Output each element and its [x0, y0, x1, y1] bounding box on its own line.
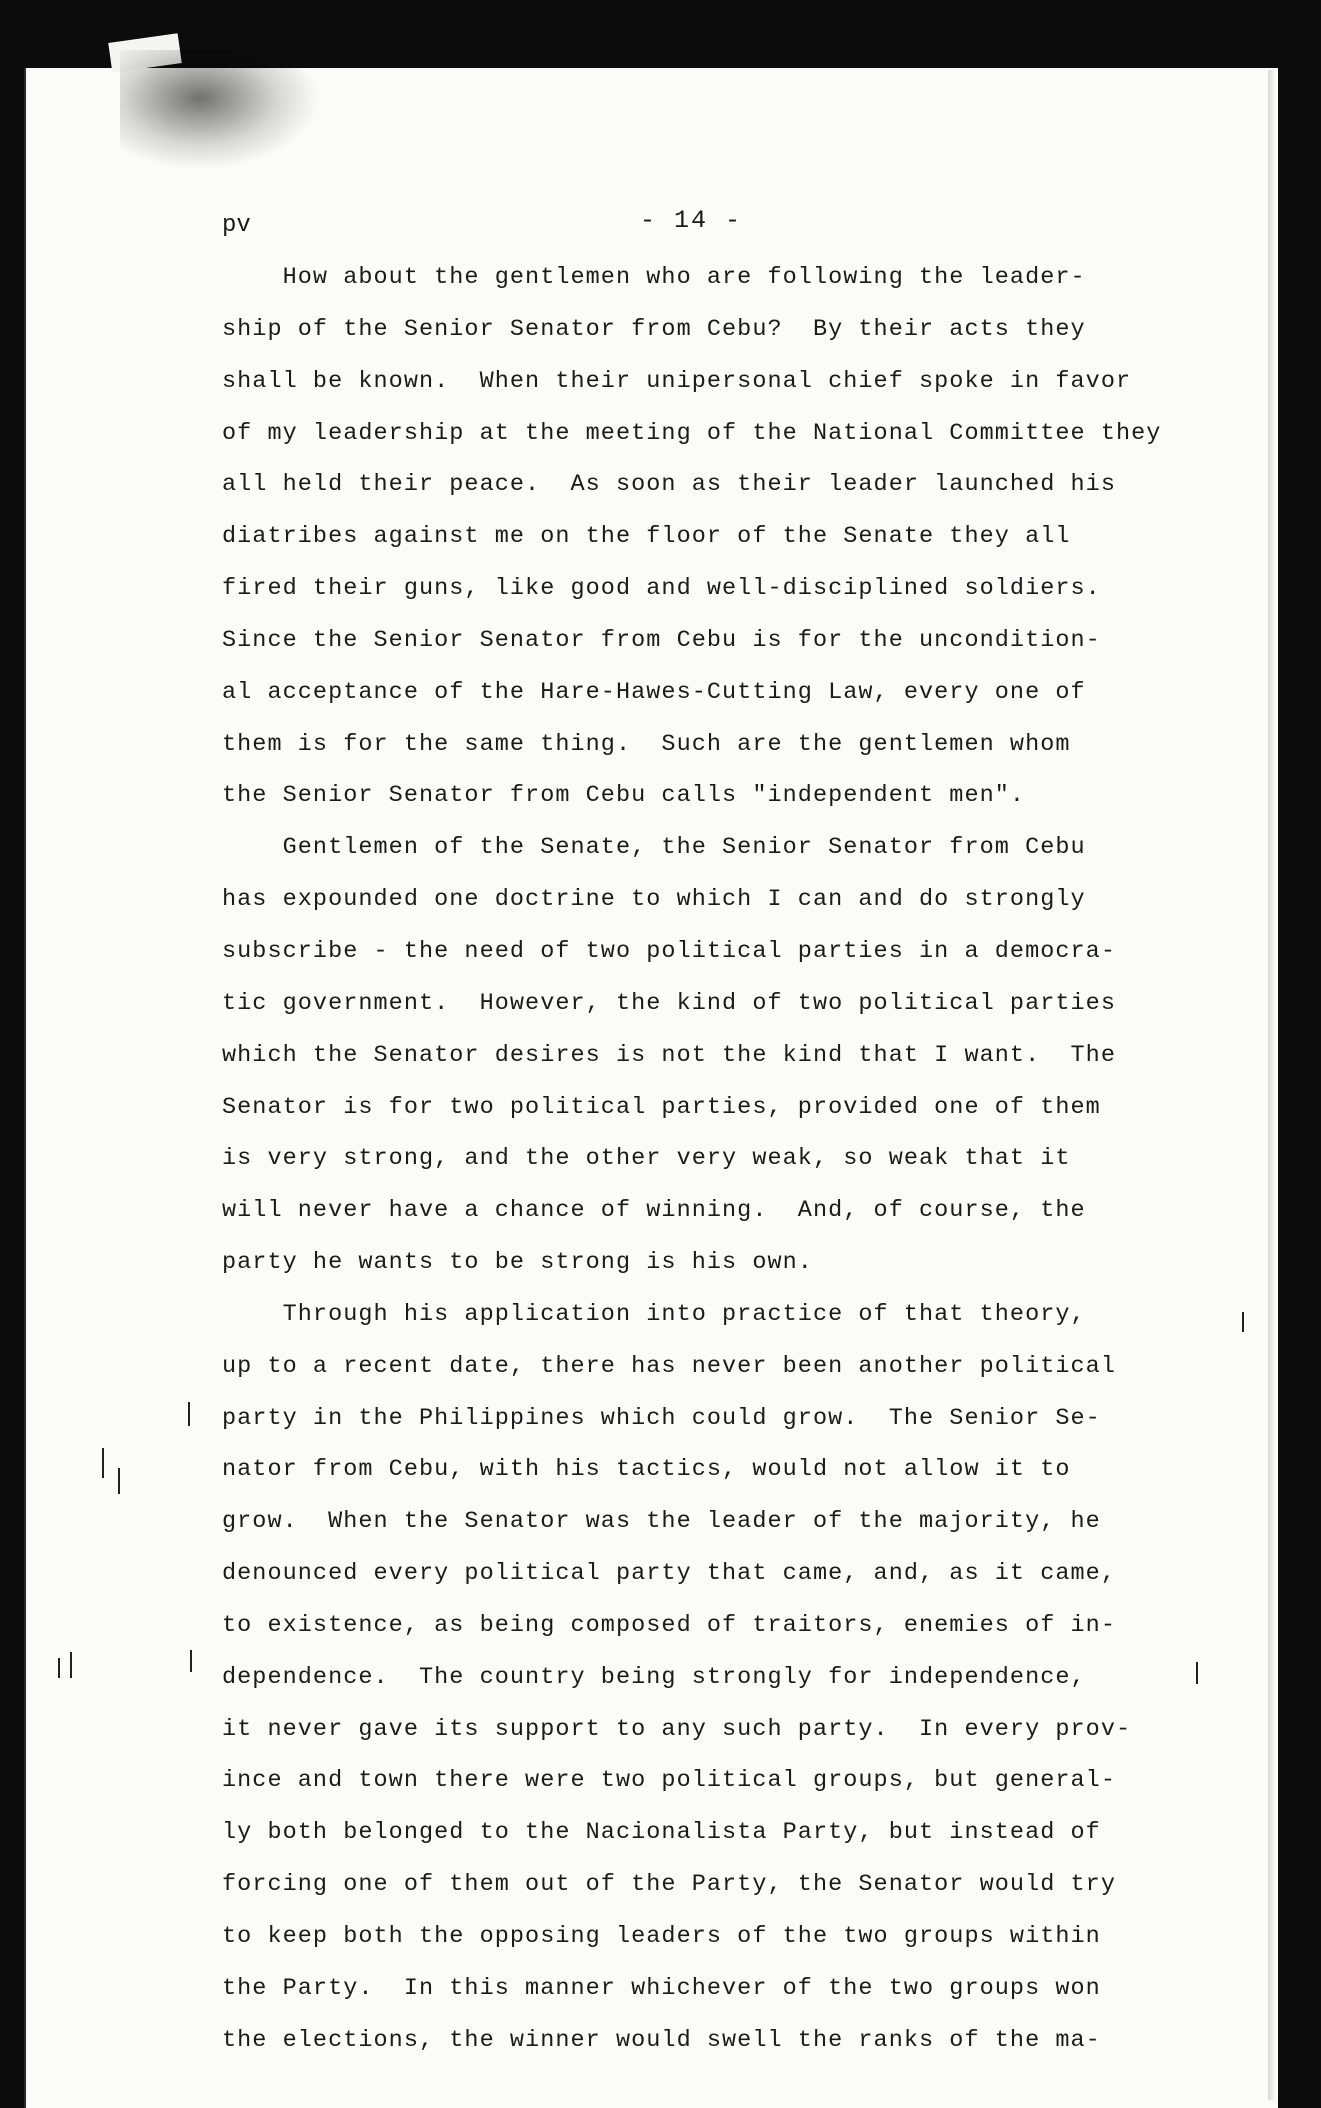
text-line: fired their guns, like good and well-disciplined soldiers. [222, 575, 1101, 603]
text-line: is very strong, and the other very weak, so weak that it [222, 1145, 1071, 1173]
page-right-edge [1268, 70, 1276, 2100]
text-line: the Senior Senator from Cebu calls "independent men". [222, 782, 1026, 810]
text-line: diatribes against me on the floor of the Senate they all [222, 523, 1071, 551]
text-line: the Party. In this manner whichever of the two groups won [222, 1974, 1101, 2002]
margin-mark [1242, 1312, 1244, 1332]
text-line: which the Senator desires is not the kind that I want. The [222, 1041, 1116, 1069]
text-line: grow. When the Senator was the leader of the majority, he [222, 1508, 1101, 1536]
text-line: dependence. The country being strongly for independence, [222, 1663, 1086, 1691]
text-line: the elections, the winner would swell the ranks of the ma- [222, 2026, 1101, 2054]
text-line: Through his application into practice of that theory, [222, 1300, 1086, 1328]
text-line: Since the Senior Senator from Cebu is for the uncondition- [222, 626, 1101, 654]
text-line: will never have a chance of winning. And, of course, the [222, 1197, 1086, 1225]
text-line: tic government. However, the kind of two political parties [222, 989, 1116, 1017]
text-line: Gentlemen of the Senate, the Senior Senator from Cebu [222, 834, 1086, 862]
margin-mark [70, 1652, 72, 1678]
text-line: ince and town there were two political groups, but general- [222, 1767, 1116, 1795]
text-line: forcing one of them out of the Party, the Senator would try [222, 1871, 1116, 1899]
page-number: - 14 - [640, 206, 743, 235]
margin-mark [190, 1650, 192, 1672]
text-line: al acceptance of the Hare-Hawes-Cutting Law, every one of [222, 678, 1086, 706]
text-line: ly both belonged to the Nacionalista Party, but instead of [222, 1819, 1101, 1847]
text-line: How about the gentlemen who are following the leader- [222, 264, 1086, 291]
margin-mark [102, 1448, 104, 1478]
text-line: denounced every political party that came, and, as it came, [222, 1560, 1116, 1588]
margin-mark [188, 1402, 190, 1426]
text-line: all held their peace. As soon as their leader launched his [222, 471, 1116, 499]
text-line: up to a recent date, there has never been another political [222, 1352, 1116, 1380]
text-line: them is for the same thing. Such are the gentlemen whom [222, 730, 1071, 758]
margin-mark [1196, 1662, 1198, 1684]
margin-mark [118, 1468, 120, 1494]
text-line: party in the Philippines which could grow. The Senior Se- [222, 1404, 1101, 1432]
text-line: nator from Cebu, with his tactics, would not allow it to [222, 1456, 1071, 1484]
text-line: Senator is for two political parties, provided one of them [222, 1093, 1101, 1121]
text-line: shall be known. When their unipersonal chief spoke in favor [222, 367, 1132, 395]
text-line: has expounded one doctrine to which I can and do strongly [222, 886, 1086, 914]
text-line: subscribe - the need of two political parties in a democra- [222, 937, 1116, 965]
text-line: ship of the Senior Senator from Cebu? By their acts they [222, 315, 1086, 343]
text-line: to existence, as being composed of traitors, enemies of in- [222, 1611, 1116, 1639]
text-line: to keep both the opposing leaders of the two groups within [222, 1923, 1101, 1950]
text-line: it never gave its support to any such party. In every prov- [222, 1715, 1132, 1743]
margin-mark [58, 1658, 60, 1678]
typist-initials: pv [222, 212, 251, 239]
corner-smudge [120, 50, 320, 170]
body-text [222, 252, 1182, 2067]
text-line: of my leadership at the meeting of the National Committee they [222, 419, 1162, 447]
text-line: party he wants to be strong is his own. [222, 1249, 813, 1277]
